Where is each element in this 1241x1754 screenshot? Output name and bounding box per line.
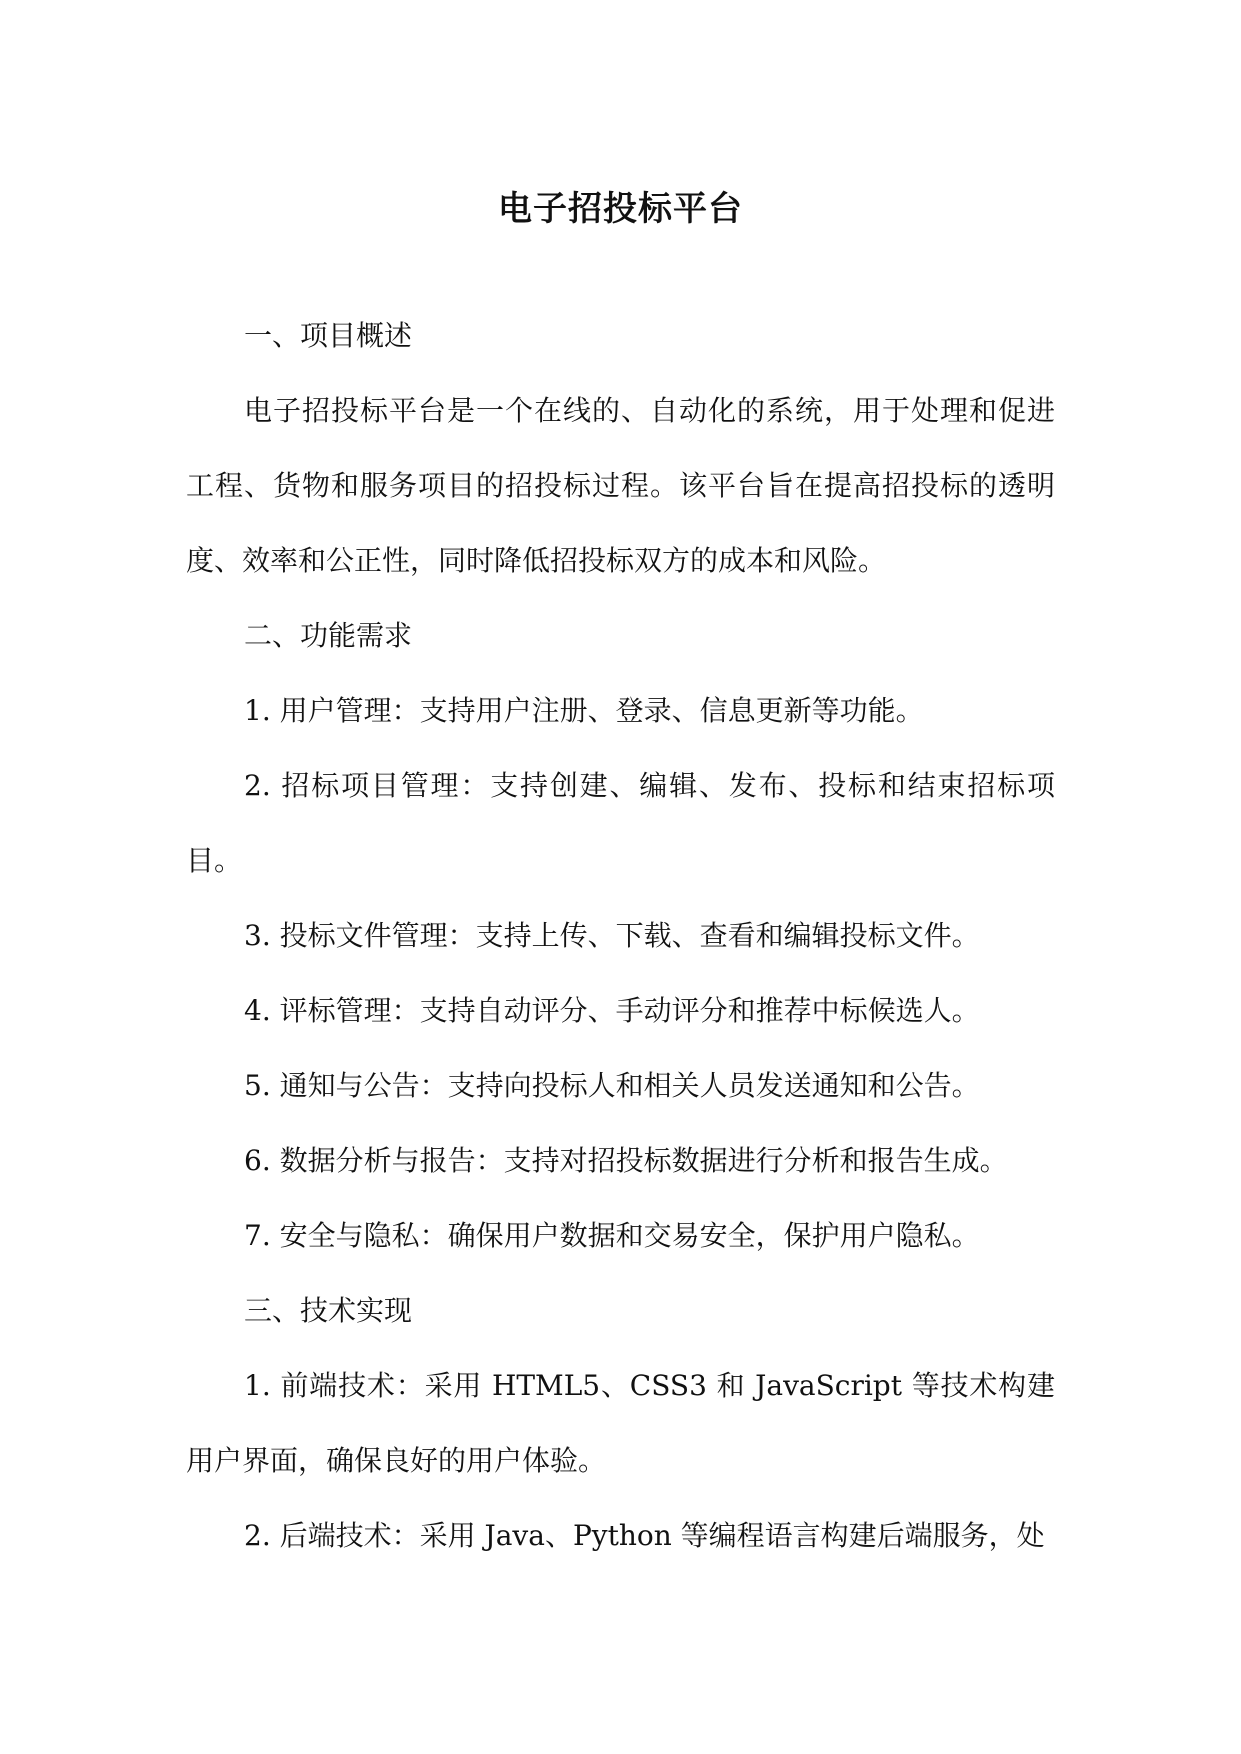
technology-item: 2. 后端技术：采用 Java、Python 等编程语言构建后端服务，处 — [244, 1519, 1045, 1552]
section-heading-overview: 一、项目概述 — [244, 319, 413, 352]
requirement-item: 6. 数据分析与报告：支持对招投标数据进行分析和报告生成。 — [244, 1144, 1008, 1177]
section-heading-technology: 三、技术实现 — [244, 1294, 413, 1327]
requirement-item: 5. 通知与公告：支持向投标人和相关人员发送通知和公告。 — [244, 1069, 980, 1102]
requirement-item: 3. 投标文件管理：支持上传、下载、查看和编辑投标文件。 — [244, 919, 980, 952]
section-heading-requirements: 二、功能需求 — [244, 619, 413, 652]
document-body — [186, 298, 1055, 1573]
overview-paragraph: 电子招投标平台是一个在线的、自动化的系统，用于处理和促进工程、货物和服务项目的招投标过程。该平台旨在提高招投标的透明度、效率和公正性，同时降低招投标双方的成本和风险。 — [186, 394, 1055, 577]
requirement-item: 2. 招标项目管理：支持创建、编辑、发布、投标和结束招标项目。 — [186, 769, 1055, 877]
requirement-item: 4. 评标管理：支持自动评分、手动评分和推荐中标候选人。 — [244, 994, 980, 1027]
requirement-item: 1. 用户管理：支持用户注册、登录、信息更新等功能。 — [244, 694, 924, 727]
technology-item: 1. 前端技术：采用 HTML5、CSS3 和 JavaScript 等技术构建用户界面，确保良好的用户体验。 — [186, 1369, 1055, 1477]
requirement-item: 7. 安全与隐私：确保用户数据和交易安全，保护用户隐私。 — [244, 1219, 980, 1252]
document-title: 电子招投标平台 — [498, 189, 743, 229]
